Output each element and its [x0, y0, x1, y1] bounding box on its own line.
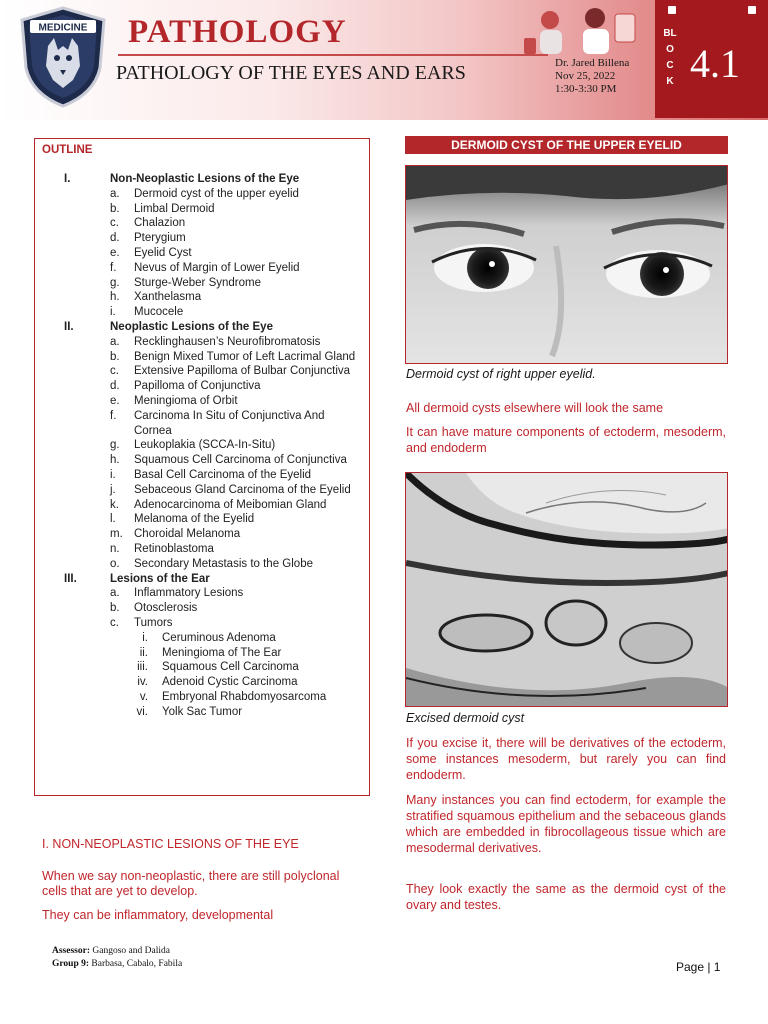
- page-number: Page | 1: [676, 960, 721, 974]
- item-letter: k.: [110, 498, 119, 511]
- page-subtitle: PATHOLOGY OF THE EYES AND EARS: [116, 62, 466, 84]
- outline-item: [40, 586, 365, 601]
- histology-photo: [405, 472, 728, 707]
- section-title: Non-Neoplastic Lesions of the Eye: [110, 173, 300, 185]
- right-paragraph-5: They look exactly the same as the dermoid cyst of the ovary and testes.: [406, 882, 726, 912]
- outline-section: [40, 320, 365, 335]
- lecture-date: Nov 25, 2022: [555, 70, 616, 82]
- outline-subitem: [40, 690, 365, 705]
- item-text: Pterygium: [134, 232, 186, 245]
- item-letter: e.: [110, 394, 120, 407]
- pin-right: [748, 6, 756, 14]
- item-letter: d.: [110, 232, 120, 245]
- item-letter: f.: [110, 409, 117, 422]
- item-letter: b.: [110, 202, 120, 215]
- item-text: Recklinghausen’s Neurofibromatosis: [134, 335, 321, 348]
- right-paragraph-3: If you excise it, there will be derivatives of the ectoderm, some instances mesoderm, but rarely you can find endoderm.: [406, 736, 726, 782]
- subitem-numeral: i.: [142, 631, 148, 644]
- outline-item: [40, 453, 365, 468]
- item-text: Basal Cell Carcinoma of the Eyelid: [134, 468, 312, 481]
- assessor-names: Gangoso and Dalida: [92, 946, 170, 956]
- item-letter: g.: [110, 439, 120, 452]
- outline-item: [40, 616, 365, 631]
- item-letter: f.: [110, 261, 117, 274]
- outline-item: [40, 438, 365, 453]
- subitem-numeral: iii.: [137, 661, 148, 674]
- lecturer-name: Dr. Jared Billena: [555, 57, 630, 69]
- outline-item: [40, 261, 365, 276]
- item-text: Melanoma of the Eyelid: [134, 513, 255, 526]
- outline-item: [40, 468, 365, 483]
- logo-text: MEDICINE: [38, 22, 88, 34]
- item-text: Secondary Metastasis to the Globe: [134, 557, 313, 570]
- item-text: Meningioma of Orbit: [134, 394, 238, 407]
- subitem-numeral: vi.: [136, 705, 148, 718]
- item-text: Nevus of Margin of Lower Eyelid: [134, 261, 300, 274]
- item-text: Benign Mixed Tumor of Left Lacrimal Gland: [134, 350, 356, 363]
- item-text: Xanthelasma: [134, 291, 202, 304]
- outline-subitem: [40, 675, 365, 690]
- block-label: BLOCK: [663, 28, 677, 87]
- outline-item: [40, 409, 365, 439]
- pin-left: [668, 6, 676, 14]
- eyes-photo: [405, 165, 728, 364]
- right-paragraph-1: All dermoid cysts elsewhere will look the same: [406, 401, 664, 415]
- subitem-text: Embryonal Rhabdomyosarcoma: [162, 690, 327, 703]
- item-text: Extensive Papilloma of Bulbar Conjunctiva: [134, 365, 351, 378]
- outline-item: [40, 187, 365, 202]
- assessor-label: Assessor:: [52, 946, 90, 956]
- section-title: Neoplastic Lesions of the Eye: [110, 320, 273, 333]
- outline-item: [40, 557, 365, 572]
- item-text: Sturge-Weber Syndrome: [134, 276, 261, 289]
- group-label: Group 9:: [52, 959, 90, 969]
- item-letter: c.: [110, 365, 119, 378]
- item-letter: m.: [110, 528, 123, 541]
- left-paragraph-2: They can be inflammatory, developmental: [42, 908, 274, 922]
- item-letter: a.: [110, 335, 120, 348]
- outline-item: [40, 512, 365, 527]
- item-text: Mucocele: [134, 306, 184, 319]
- title-rule: [118, 54, 548, 56]
- item-letter: a.: [110, 587, 120, 600]
- item-text: Dermoid cyst of the upper eyelid: [134, 187, 299, 200]
- item-letter: i.: [110, 306, 116, 319]
- section-title: Lesions of the Ear: [110, 572, 210, 585]
- item-letter: a.: [110, 187, 120, 200]
- outline-item: [40, 542, 365, 557]
- outline-subitem: [40, 646, 365, 661]
- outline-title: OUTLINE: [42, 144, 93, 156]
- figure-caption-2: Excised dermoid cyst: [406, 711, 525, 725]
- item-letter: g.: [110, 276, 120, 289]
- section-number: II.: [64, 320, 74, 333]
- outline-list: [40, 172, 365, 719]
- item-letter: l.: [110, 513, 116, 526]
- item-letter: h.: [110, 291, 120, 304]
- item-text: Choroidal Melanoma: [134, 528, 241, 541]
- outline-item: [40, 527, 365, 542]
- header-banner: [0, 0, 768, 120]
- subitem-numeral: v.: [139, 690, 148, 703]
- subitem-text: Yolk Sac Tumor: [162, 705, 243, 718]
- section-heading: I. NON-NEOPLASTIC LESIONS OF THE EYE: [42, 837, 299, 851]
- outline-item: [40, 276, 365, 291]
- lecture-meta: [555, 57, 629, 96]
- outline-subitem: [40, 660, 365, 675]
- item-letter: o.: [110, 557, 120, 570]
- outline-item: [40, 364, 365, 379]
- outline-item: [40, 335, 365, 350]
- group-names: Barbasa, Cabalo, Fabila: [91, 959, 183, 969]
- outline-item: [40, 246, 365, 261]
- outline-item: [40, 231, 365, 246]
- section-number: I.: [64, 173, 71, 185]
- outline-item: [40, 202, 365, 217]
- item-text: Leukoplakia (SCCA-In-Situ): [134, 439, 276, 452]
- item-letter: b.: [110, 350, 120, 363]
- medicine-logo: [18, 6, 108, 108]
- item-text: Otosclerosis: [134, 602, 198, 615]
- block-number: 4.1: [690, 41, 740, 86]
- item-letter: c.: [110, 217, 119, 230]
- outline-subitem: [40, 631, 365, 646]
- item-text: Carcinoma In Situ of Conjunctiva And Cornea: [134, 409, 325, 437]
- right-paragraph-2: It can have mature components of ectoderm, mesoderm, and endoderm: [406, 425, 726, 455]
- item-letter: d.: [110, 380, 120, 393]
- subitem-text: Ceruminous Adenoma: [162, 631, 276, 644]
- item-text: Eyelid Cyst: [134, 246, 192, 259]
- subitem-numeral: ii.: [139, 646, 148, 659]
- left-paragraph-1: When we say non-neoplastic, there are still polyclonal cells that are yet to develop.: [42, 869, 340, 898]
- item-text: Adenocarcinoma of Meibomian Gland: [134, 498, 327, 511]
- item-text: Inflammatory Lesions: [134, 587, 244, 600]
- right-paragraph-4: Many instances you can find ectoderm, for example the stratified squamous epithelium and the sebaceous glands which are embedded in fibrocollageous tissue which are mesodermal derivatives.: [406, 793, 726, 855]
- item-text: Papilloma of Conjunctiva: [134, 380, 261, 393]
- outline-item: [40, 394, 365, 409]
- subitem-text: Squamous Cell Carcinoma: [162, 661, 299, 674]
- item-text: Tumors: [134, 616, 173, 629]
- subitem-text: Adenoid Cystic Carcinoma: [162, 676, 298, 689]
- outline-item: [40, 350, 365, 365]
- item-letter: i.: [110, 468, 116, 481]
- outline-item: [40, 483, 365, 498]
- outline-item: [40, 216, 365, 231]
- outline-section: [40, 172, 365, 187]
- figure-banner: DERMOID CYST OF THE UPPER EYELID: [405, 136, 728, 154]
- item-letter: b.: [110, 602, 120, 615]
- section-number: III.: [64, 572, 77, 585]
- outline-item: [40, 290, 365, 305]
- item-letter: j.: [110, 483, 116, 496]
- item-text: Retinoblastoma: [134, 542, 214, 555]
- item-letter: n.: [110, 542, 120, 555]
- page-title: PATHOLOGY: [128, 14, 347, 50]
- footer-credits: [52, 945, 182, 971]
- item-letter: h.: [110, 454, 120, 467]
- item-text: Limbal Dermoid: [134, 202, 215, 215]
- outline-subitem: [40, 705, 365, 720]
- subitem-numeral: iv.: [137, 676, 148, 689]
- outline-item: [40, 305, 365, 320]
- doctors-illustration: [520, 4, 650, 56]
- outline-item: [40, 498, 365, 513]
- subitem-text: Meningioma of The Ear: [162, 646, 282, 659]
- item-text: Chalazion: [134, 217, 186, 230]
- item-text: Squamous Cell Carcinoma of Conjunctiva: [134, 454, 347, 467]
- outline-item: [40, 379, 365, 394]
- figure-caption-1: Dermoid cyst of right upper eyelid.: [406, 367, 596, 381]
- outline-section: [40, 572, 365, 587]
- item-letter: c.: [110, 616, 119, 629]
- item-letter: e.: [110, 246, 120, 259]
- outline-item: [40, 601, 365, 616]
- lecture-time: 1:30-3:30 PM: [555, 83, 617, 95]
- item-text: Sebaceous Gland Carcinoma of the Eyelid: [134, 483, 351, 496]
